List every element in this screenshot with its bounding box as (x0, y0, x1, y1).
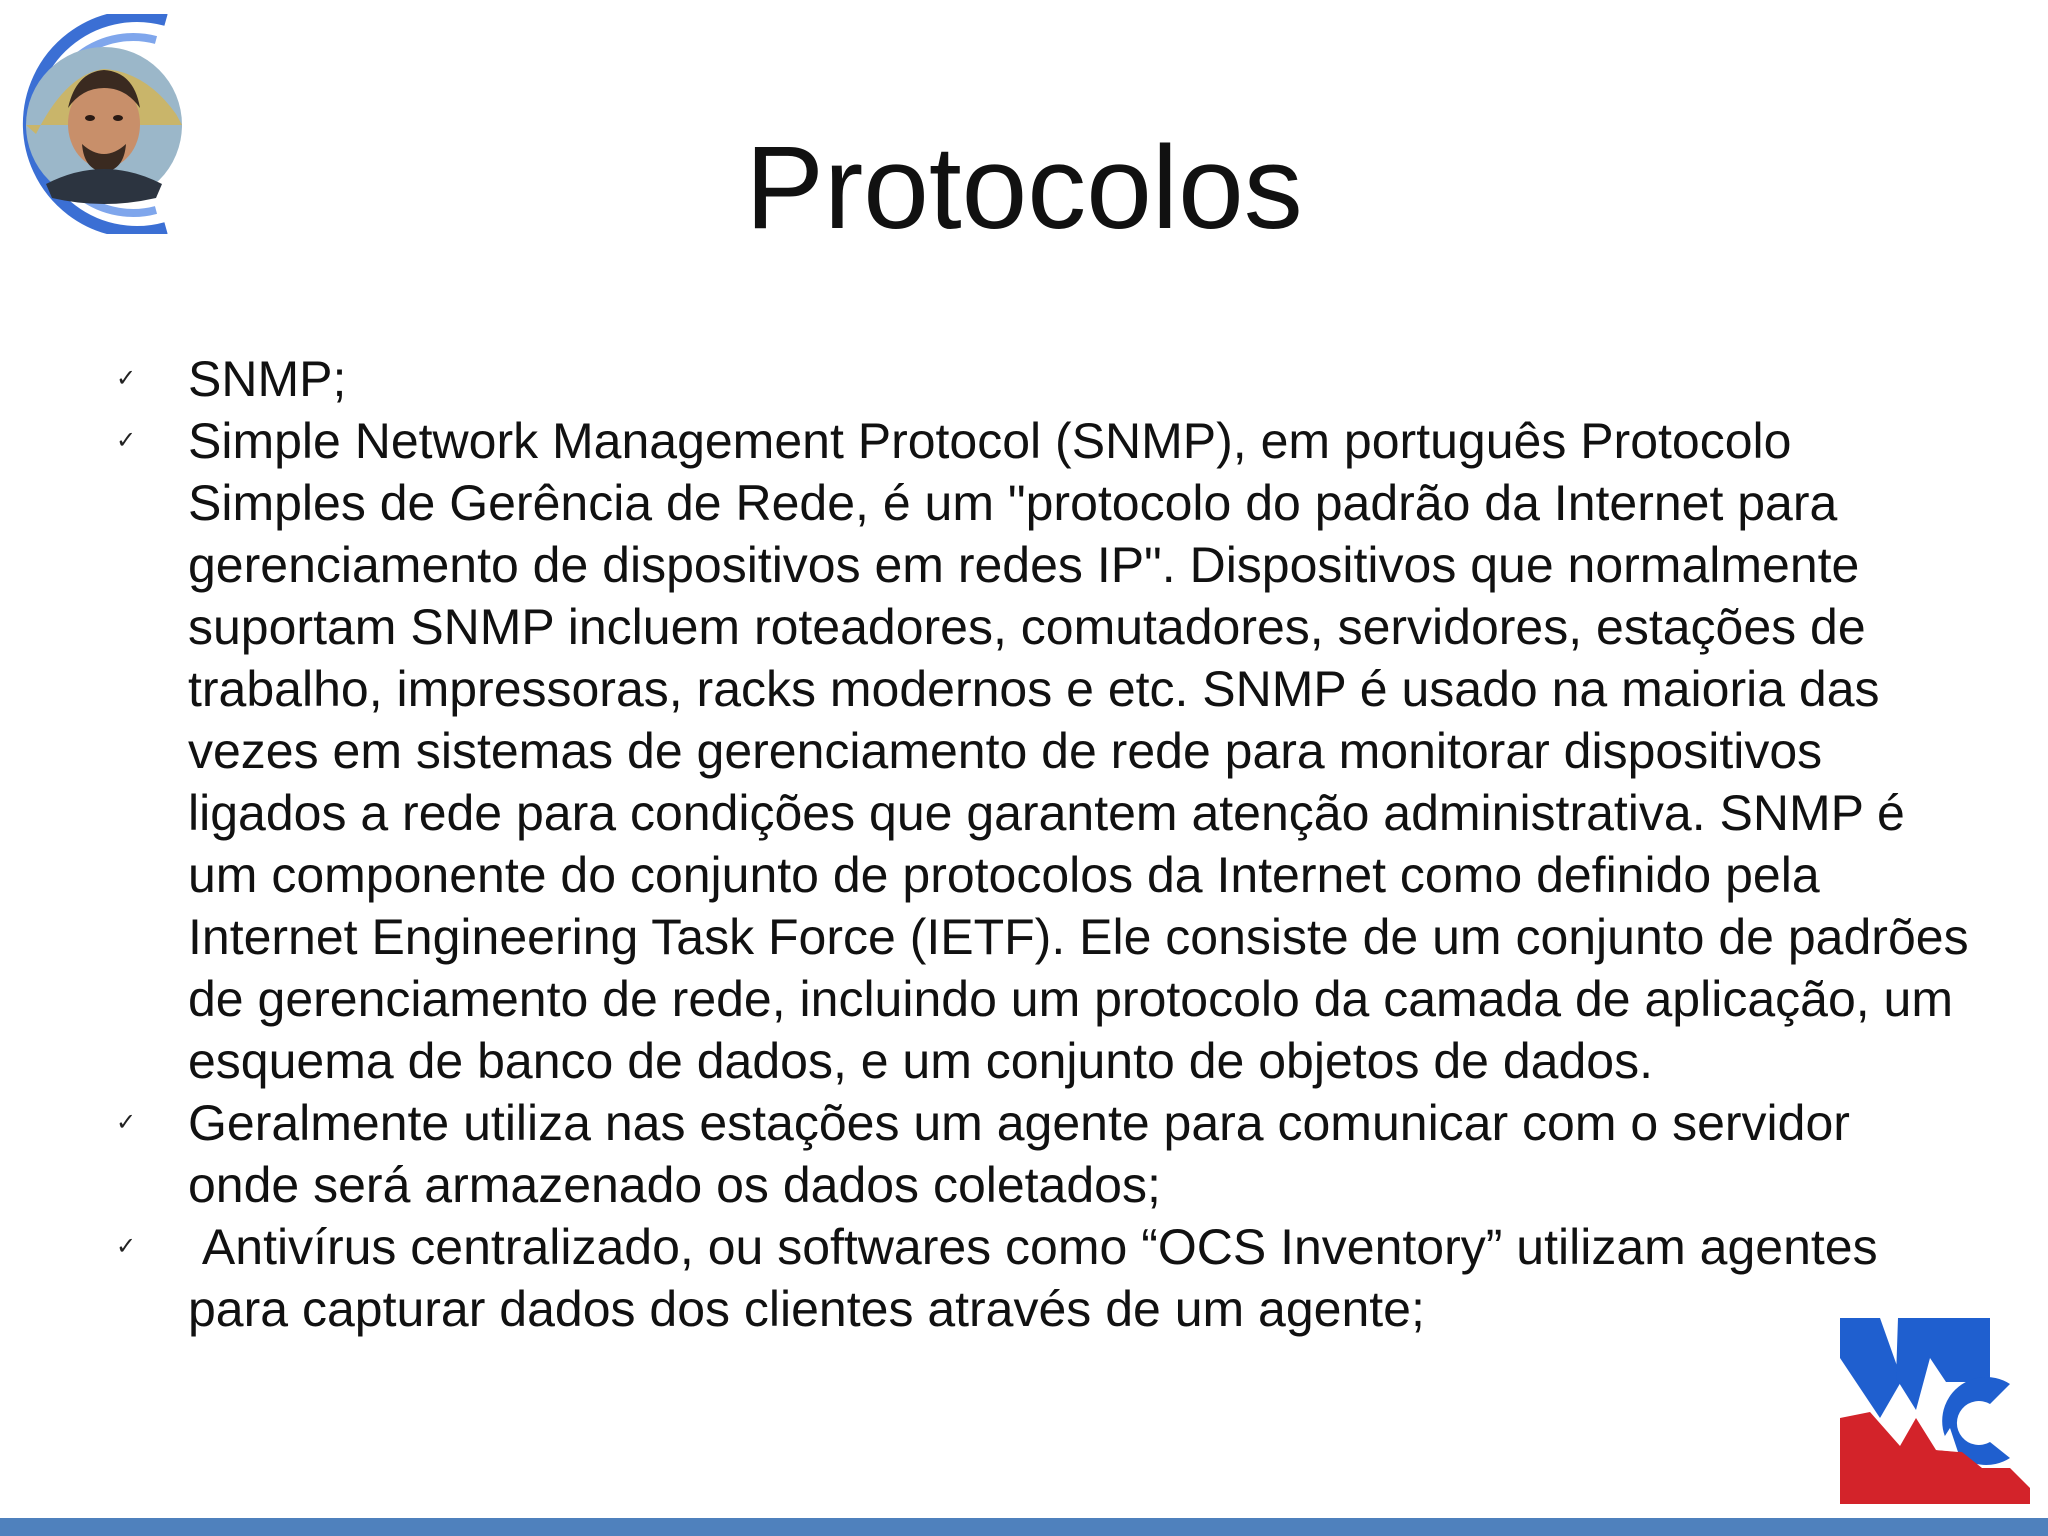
bullet-item (112, 1092, 1972, 1216)
checkmark-icon: ✓ (116, 365, 137, 392)
mc-logo (1840, 1318, 2030, 1504)
bullet-text: Simple Network Management Protocol (SNMP), em português Protocolo Simples de Gerência de Rede, é um "protocolo do padrão da Internet para gerenciamento de dispositivos em redes IP". Dispositivos que normalmente suportam SNMP incluem roteadores, comutadores, servidores, estações de trabalho, impressoras, racks modernos e etc. SNMP é usado na maioria das vezes em sistemas de gerenciamento de rede para monitorar dispositivos ligados a rede para condições que garantem atenção administrativa. SNMP é um componente do conjunto de protocolos da Internet como definido pela Internet Engineering Task Force (IETF). Ele consiste de um conjunto de padrões de gerenciamento de rede, incluindo um protocolo da camada de aplicação, um esquema de banco de dados, e um conjunto de objetos de dados. (188, 413, 1983, 1089)
bullet-text: Antivírus centralizado, ou softwares como “OCS Inventory” utilizam agentes para capturar dados dos clientes através de um agente; (188, 1219, 1892, 1337)
checkmark-icon: ✓ (116, 1109, 137, 1136)
bullet-item (112, 1216, 1972, 1340)
bullet-text: Geralmente utiliza nas estações um agente para comunicar com o servidor onde será armazenado os dados coletados; (188, 1095, 1864, 1213)
checkmark-icon: ✓ (116, 1233, 137, 1260)
checkmark-icon: ✓ (116, 427, 137, 454)
slide-title: Protocolos (745, 122, 1303, 254)
bullet-item (112, 348, 1972, 410)
footer-bar (0, 1518, 2048, 1536)
bullet-list (112, 348, 1983, 1340)
bullet-text: SNMP; (188, 351, 347, 407)
bullet-item (112, 410, 1983, 1092)
